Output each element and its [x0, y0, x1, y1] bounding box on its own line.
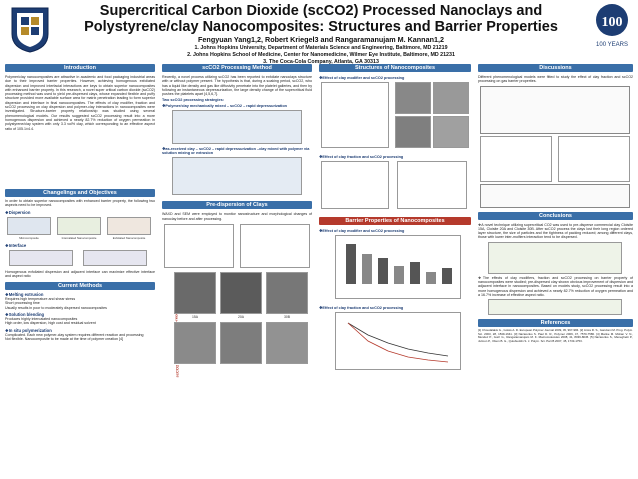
melt-item-1: Requires high temperature and shear stress — [5, 297, 76, 302]
permeation-fraction-chart — [335, 312, 461, 370]
structures-item-2: ❖Effect of clay fraction and scCO2 processing — [319, 155, 404, 159]
methods-heading: Current Methods — [5, 282, 155, 290]
barrier-figure-2 — [319, 312, 471, 372]
scco2-strategy-1: ❖Polymer/clay mechanically mixed – scCO2 – rapid depressurization — [162, 104, 287, 109]
insitu-item-2: Not flexible. Nanocomposite to be made at the time of polymer creation [4] — [5, 336, 124, 341]
waxd-clay-fraction-chart-2 — [397, 161, 467, 209]
column-4 — [478, 64, 633, 343]
interface-figure — [5, 250, 155, 270]
tem-image-2 — [433, 82, 469, 114]
column-3 — [319, 64, 471, 372]
predispersion-text: WAXD and SEM were employed to monitor nanostructure and morphological changes of nanoclay before and after processing. — [162, 212, 312, 221]
poster-header — [0, 0, 638, 65]
waxd-chart-1 — [164, 224, 234, 268]
sem-image-2 — [220, 272, 262, 314]
sem-figures — [162, 272, 312, 372]
model-fit-chart-1 — [480, 136, 552, 182]
sem-image-5 — [220, 322, 262, 364]
changelings-text: In order to obtain superior nanocomposites with enhanced barrier property, the following two aspects need to be improved. — [5, 199, 155, 208]
insitu-item-1: Complicated. Each new polymer-clay system requires different reaction and processing — [5, 332, 144, 337]
barrier-item-2: ❖Effect of clay fraction and scCO2 processing — [319, 306, 404, 310]
structures-item-1: ❖Effect of clay modifier and scCO2 processing — [319, 76, 405, 80]
conclusions-figure-2 — [478, 299, 633, 317]
melt-label: ❖Melting extrusion — [5, 292, 44, 298]
dispersion-label: ❖Dispersion — [5, 209, 31, 215]
sem-image-6 — [266, 322, 308, 364]
barrier-heading: Barrier Properties of Nanocomposites — [319, 217, 471, 225]
affiliation-1: 1. Johns Hopkins University, Department of Materials Science and Engineering, Baltimore, MD 21219 — [194, 45, 448, 51]
conclusions-text-1: ❖A novel technique utilizing supercritical CO2 was used to pre-disperse commercial clay Cloisite 15A, Cloisite 20A and Cloisite 30B. After scCO2 process the clays lost their long region ordered layer structure, the size of particles and the tightness of packing reduced; among different clays, those with lower inter-molfiers interaction tend to be dispersed. — [478, 222, 633, 240]
structures-figure-2 — [319, 161, 471, 213]
waxd-clay-fraction-chart-1 — [321, 161, 389, 209]
structures-figure-1 — [319, 82, 471, 152]
discussions-charts — [478, 136, 633, 184]
conclusions-figure-1 — [478, 242, 633, 276]
scco2-strategy-2: ❖as-received clay – scCO2 – rapid depressurization –clay mixed with polymer via solution mixing or extrusion — [162, 147, 310, 156]
scco2-text: Recently, a novel process utilizing scCO2 has been reported to exfoliate nanoclays structure with or without polymer present. The hypothesis is that, during a soaking period, scCO2, who has a liquid like density and gas like diffusivity penetrate into the platelet galleries, and then by following an instantaneous depressurization, the large density change of the supercritical fluid pushes the platelets apart [4,5,6,7]. — [162, 75, 312, 97]
anniversary-logo-icon — [590, 2, 634, 54]
exfoliated-diagram — [107, 217, 151, 235]
conclusions-heading: Conclusions — [478, 212, 633, 220]
solution-item-2: High order, low dispersion, high cost and residual solvent — [5, 321, 96, 326]
university-seal-icon — [8, 4, 52, 54]
dispersion-label-3: Exfoliated Nanocomposite — [112, 235, 146, 240]
barrier-item-1: ❖Effect of clay modifier and scCO2 processing — [319, 229, 405, 233]
permeation-bar-chart — [335, 235, 461, 299]
discussions-table-2 — [478, 184, 633, 210]
sem-image-4 — [174, 322, 216, 364]
model-fit-chart-2 — [558, 136, 630, 182]
tem-image-4 — [433, 116, 469, 148]
sem-image-3 — [266, 272, 308, 314]
intercalated-diagram — [57, 217, 101, 235]
clay-label-3: 30B — [283, 315, 291, 320]
column-2 — [162, 64, 312, 372]
sem-image-1 — [174, 272, 216, 314]
scheme-2-figure — [162, 157, 312, 197]
column-1 — [5, 64, 155, 341]
scheme-conclusion-2 — [488, 299, 622, 315]
intro-heading: Introduction — [5, 64, 155, 72]
microcomposite-diagram — [7, 217, 51, 235]
clay-label-2: 20A — [237, 315, 245, 320]
scco2-heading: scCO2 Processing Method — [162, 64, 312, 72]
authors: Fengyuan Yang1,2, Robert Kriegel3 and Rangaramanujam M. Kannan1,2 — [198, 35, 444, 44]
interface-diagram-2 — [83, 250, 147, 266]
references-text: [1] Choudalakis G., Gotsis A. D. European Polymer Journal 2009, 45, 967-984. [2] Arora R. S., Gandomi M. Prog. Polym. Sci. 2003, 28, 1539-1641. [3] Nazarenko S. Paul D. R., Polymer 2009, 47, 7570-7580. [4] Manke M. Mohan V. N., Mendez P., Gurri G., Rangaramanujam M. K. Macromolecules 2008, 41, 8036-8045. [5] Nazarenko S., Meneghetti P., Julmon P., Olson B. G., Qutubuddin S. J. Polym. Sci. Part B 2007, 45, 1733-1753. — [478, 328, 633, 343]
poster-title: Supercritical Carbon Dioxide (scCO2) Processed Nanoclays and Polystyrene/clay Nanocomposites: Structures and Barrier Properties — [84, 3, 558, 35]
scco2-strategies: Two scCO2 processing strategies: — [162, 98, 224, 103]
discussions-table-1 — [478, 86, 633, 136]
insitu-label: ❖In situ polymerization — [5, 327, 52, 333]
structures-heading: Structures of Nanocomposites — [319, 64, 471, 72]
barrier-figure-1 — [319, 235, 471, 303]
scheme-2-diagram — [172, 157, 302, 195]
solution-item-1: Produces highly intercalated nanocomposites — [5, 317, 78, 322]
tem-image-3 — [395, 116, 431, 148]
clay-label-1: 15A — [191, 315, 199, 320]
waxd-chart-2 — [240, 224, 310, 268]
interface-label: ❖Interface — [5, 242, 27, 248]
affiliation-2: 2. Johns Hopkins School of Medicine, Center for Nanomedicine, Wilmer Eye Institute, Baltimore, MD 21231 — [187, 52, 455, 58]
discussions-heading: Discussions — [478, 64, 633, 72]
discussions-text: Different phenomenological models were fitted to study the effect of clay fraction and scCO2 processing on gas barrier properties. — [478, 75, 633, 84]
model-table-2 — [480, 184, 630, 208]
interface-diagram-1 — [9, 250, 73, 266]
dispersion-label-2: Intercalated Nanocomposite — [61, 235, 97, 240]
solution-label: ❖Solution blending — [5, 312, 45, 318]
tem-image-1 — [395, 82, 431, 114]
conclusions-text-2: ❖The effects of clay modifiers, fraction and scCO2 processing on barrier property of nanocomposites were studied; pre-dispersed clay shown obvious improvement of dispersion and adjacent interface in nanocomposites. Based on models study, scCO2 processing result into a more homogenous dispersion and achieved a nearly 82.7% reduction of oxygen permeation and a 16.7% increase of effective aspect ratio. — [478, 275, 633, 297]
changelings-heading: Changelings and Objectives — [5, 189, 155, 197]
waxd-figures — [162, 224, 312, 272]
interface-text: Homogenous exfoliated dispersion and adjacent interface can maximize effective interface and aspect ratio — [5, 269, 155, 278]
scheme-1-diagram — [172, 110, 302, 144]
affiliation-3: 3. The Coca-Cola Company, Atlanta, GA 30313 — [263, 58, 379, 65]
dispersion-label-1: Microcomposite — [19, 235, 39, 240]
scheme-1-figure — [162, 110, 312, 146]
dispersion-figure — [5, 217, 155, 243]
references-heading: References — [478, 319, 633, 327]
melt-item-2: Short processing time — [5, 301, 40, 306]
scheme-conclusion-1 — [488, 242, 622, 274]
melt-item-3: Usually results in poor to moderately dispersed nanocomposites — [5, 305, 107, 310]
svg-text:100: 100 — [601, 15, 623, 30]
intro-text: Polymer/clay nanocomposites are attractive in academic and food packaging industrial areas due to their improved barrier properties. However, achieving homogenous exfoliated dispersion and improved interfacial interactions are keys to obtain superior nanocomposites with enhanced barrier property. In this research, a novel super critical carbon dioxide (scCO2) processing method was used to yield pre-dispersed clays, whose expanded flexible and puffy structure provided more available surface area for matrix penetration leading to form superior dispersion and interface in final nanocomposites. The effects of clay modifier, fraction and scCO2 processing on clay dispersion and polymer-clay interactions in nanocomposites were investigated. Structure-barrier property relationship was studied using several phenomenological models. Our results suggested scCO2 processing result into a more homogenous dispersion and achieved a nearly 82.7% reduction of oxygen permeation in polystyrene/clay system with only 3.3 vol% clay, which corresponding to an effective aspect ratio of 105.1±4.4. — [5, 75, 155, 131]
waxd-clay-modifier-chart — [321, 82, 389, 148]
anniversary-text: 100 YEARS — [596, 42, 628, 48]
model-table-1 — [480, 86, 630, 134]
predispersion-heading: Pre-dispersion of Clays — [162, 201, 312, 209]
